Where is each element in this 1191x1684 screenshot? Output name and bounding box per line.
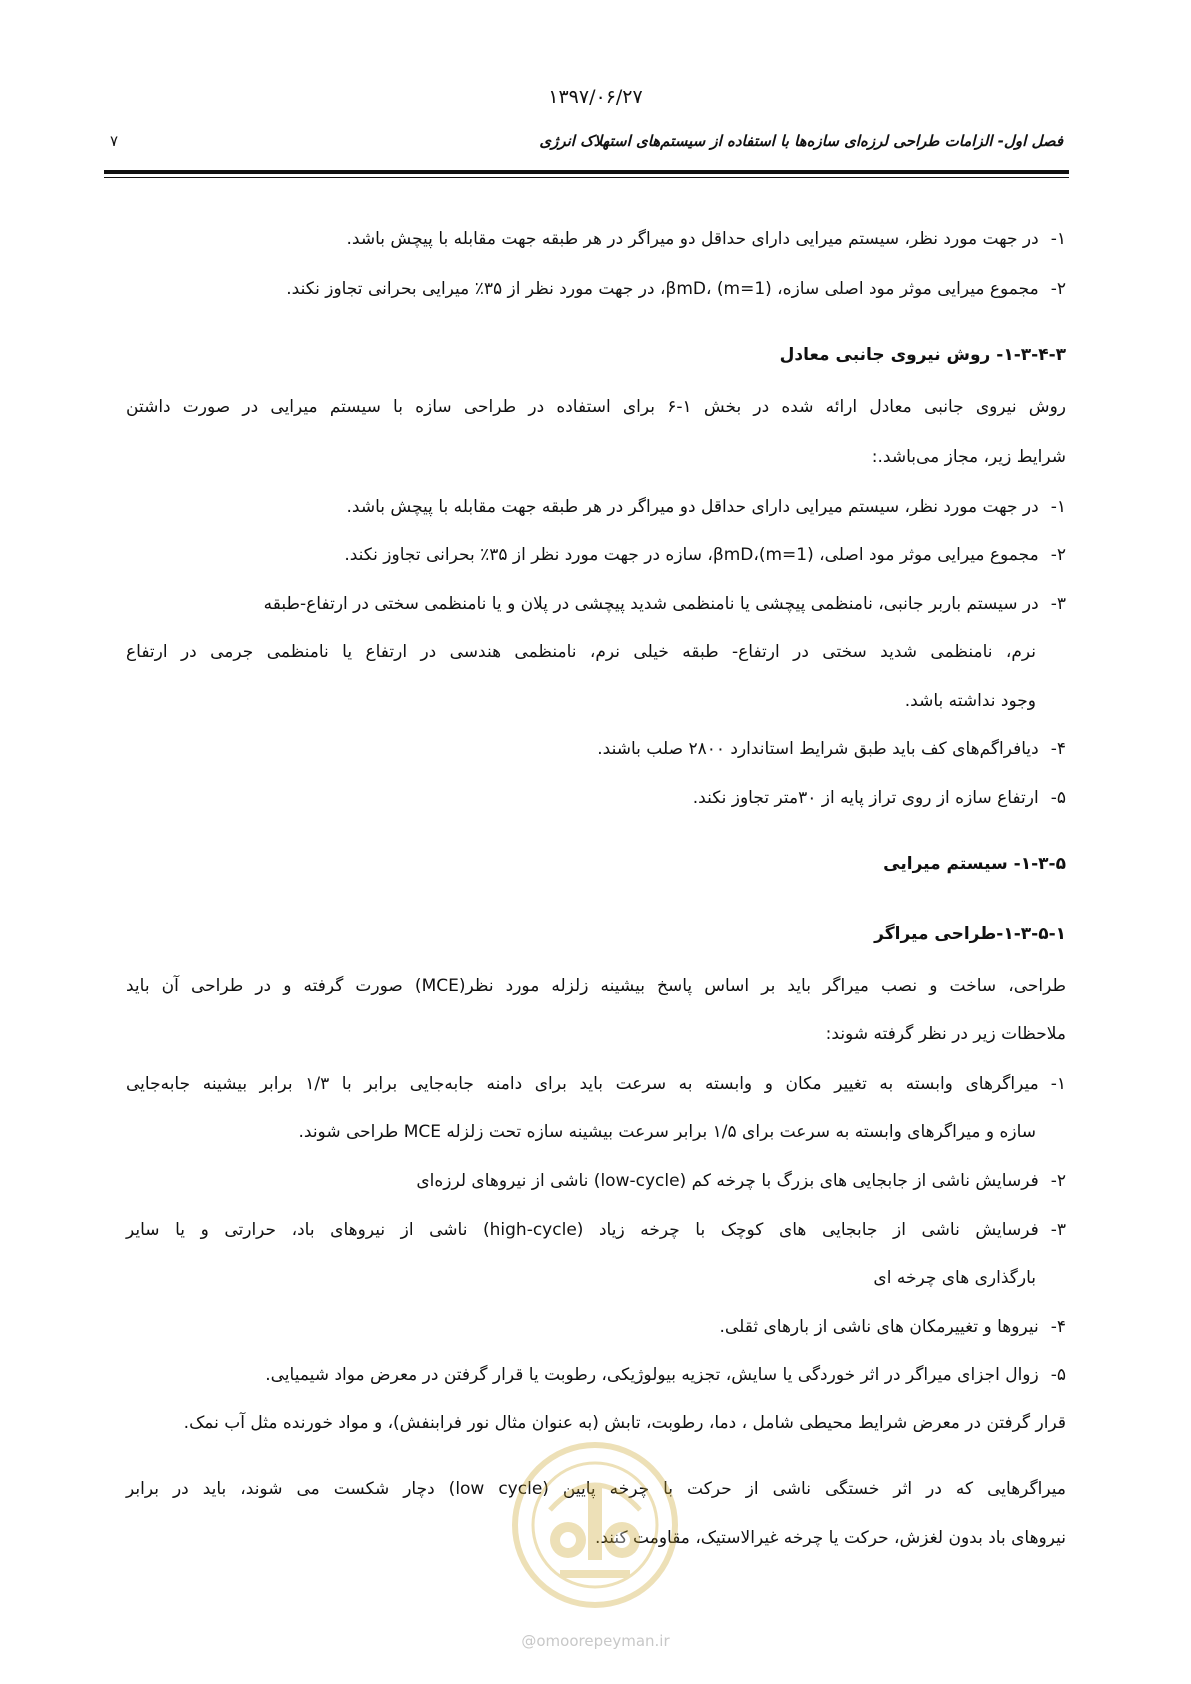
list-item: ۳-در سیستم باربر جانبی، نامنظمی پیچشی یا نامنظمی شدید پیچشی در پلان و یا نامنظمی سختی در ارتفاع-طبقه [263, 594, 1066, 614]
list-item-continuation: وجود نداشته باشد. [904, 691, 1036, 711]
list-item: ۱-در جهت مورد نظر، سیستم میرایی دارای حداقل دو میراگر در هر طبقه جهت مقابله با پیچش باشد. [346, 229, 1066, 249]
watermark-logo [510, 1440, 680, 1610]
section-heading: ۱-۳-۵-۱-طراحی میراگر [874, 924, 1066, 944]
list-item: ۲-مجموع میرایی موثر مود اصلی سازه، (m=1) ،βmD، در جهت مورد نظر از ۳۵٪ میرایی بحرانی تجاوز نکند. [286, 279, 1066, 299]
list-item: ۴-دیافراگم‌های کف باید طبق شرایط استاندارد ۲۸۰۰ صلب باشند. [597, 739, 1066, 759]
list-item: ۲-فرسایش ناشی از جابجایی های بزرگ با چرخه کم (low-cycle) ناشی از نیروهای لرزه‌ای [416, 1171, 1066, 1191]
paragraph-line: ملاحظات زیر در نظر گرفته شوند: [825, 1024, 1066, 1044]
list-item: ۲-مجموع میرایی موثر مود اصلی، (m=1)،βmD، سازه در جهت مورد نظر از ۳۵٪ بحرانی تجاوز نکند. [344, 545, 1066, 565]
document-date: ۱۳۹۷/۰۶/۲۷ [548, 86, 643, 108]
section-heading: ۱-۳-۵- سیستم میرایی [883, 854, 1066, 874]
page-number: ۷ [110, 132, 119, 150]
paragraph-line: میراگرهایی که در اثر خستگی ناشی از حرکت با چرخه پایین (low cycle) دچار شکست می شوند، باید در برابر [126, 1479, 1066, 1499]
chapter-title: فصل اول- الزامات طراحی لرزه‌ای سازه‌ها با استفاده از سیستم‌های استهلاک انرژی [539, 132, 1063, 150]
list-item: ۱-در جهت مورد نظر، سیستم میرایی دارای حداقل دو میراگر در هر طبقه جهت مقابله با پیچش باشد. [346, 497, 1066, 517]
header-rule-thin [104, 177, 1069, 178]
paragraph-line: شرایط زیر، مجاز می‌باشد.: [871, 447, 1066, 467]
list-item-continuation: نرم، نامنظمی شدید سختی در ارتفاع- طبقه خیلی نرم، نامنظمی هندسی در ارتفاع یا نامنظمی جرمی در ارتفاع [126, 642, 1036, 662]
section-heading: ۱-۳-۴-۳- روش نیروی جانبی معادل [779, 345, 1066, 365]
list-item-continuation: سازه و میراگرهای وابسته به سرعت برای ۱/۵ برابر سرعت بیشینه سازه تحت زلزله MCE طراحی شوند. [298, 1122, 1036, 1142]
header-rule-thick [104, 170, 1069, 174]
list-item: ۱-میراگرهای وابسته به تغییر مکان و وابسته به سرعت باید برای دامنه جابه‌جایی برابر با ۱/۳ برابر بیشینه جابه‌جایی [126, 1074, 1067, 1094]
watermark-url: @omoorepeyman.ir [521, 1632, 670, 1650]
paragraph-line: طراحی، ساخت و نصب میراگر باید بر اساس پاسخ بیشینه زلزله مورد نظر(MCE) صورت گرفته و در طراحی آن باید [126, 976, 1067, 996]
list-item: ۳-فرسایش ناشی از جابجایی های کوچک با چرخه زیاد (high-cycle) ناشی از نیروهای باد، حرارتی و یا سایر [126, 1220, 1066, 1240]
paragraph-line: روش نیروی جانبی معادل ارائه شده در بخش ۱-۶ برای استفاده در طراحی سازه با سیستم میرایی در صورت داشتن [126, 397, 1066, 417]
paragraph-line: قرار گرفتن در معرض شرایط محیطی شامل ، دما، رطوبت، تابش (به عنوان مثال نور فرابنفش)، و مواد خورنده مثل آب نمک. [183, 1413, 1066, 1433]
list-item: ۴-نیروها و تغییرمکان های ناشی از بارهای ثقلی. [719, 1317, 1066, 1337]
list-item: ۵-ارتفاع سازه از روی تراز پایه از ۳۰متر تجاوز نکند. [692, 788, 1066, 808]
running-header [110, 132, 1063, 156]
list-item-continuation: بارگذاری های چرخه ای [873, 1268, 1036, 1288]
paragraph-line: نیروهای باد بدون لغزش، حرکت یا چرخه غیرالاستیک، مقاومت کنند. [594, 1528, 1066, 1548]
list-item: ۵-زوال اجزای میراگر در اثر خوردگی یا سایش، تجزیه بیولوژیکی، رطوبت یا قرار گرفتن در معرض مواد شیمیایی. [265, 1365, 1066, 1385]
